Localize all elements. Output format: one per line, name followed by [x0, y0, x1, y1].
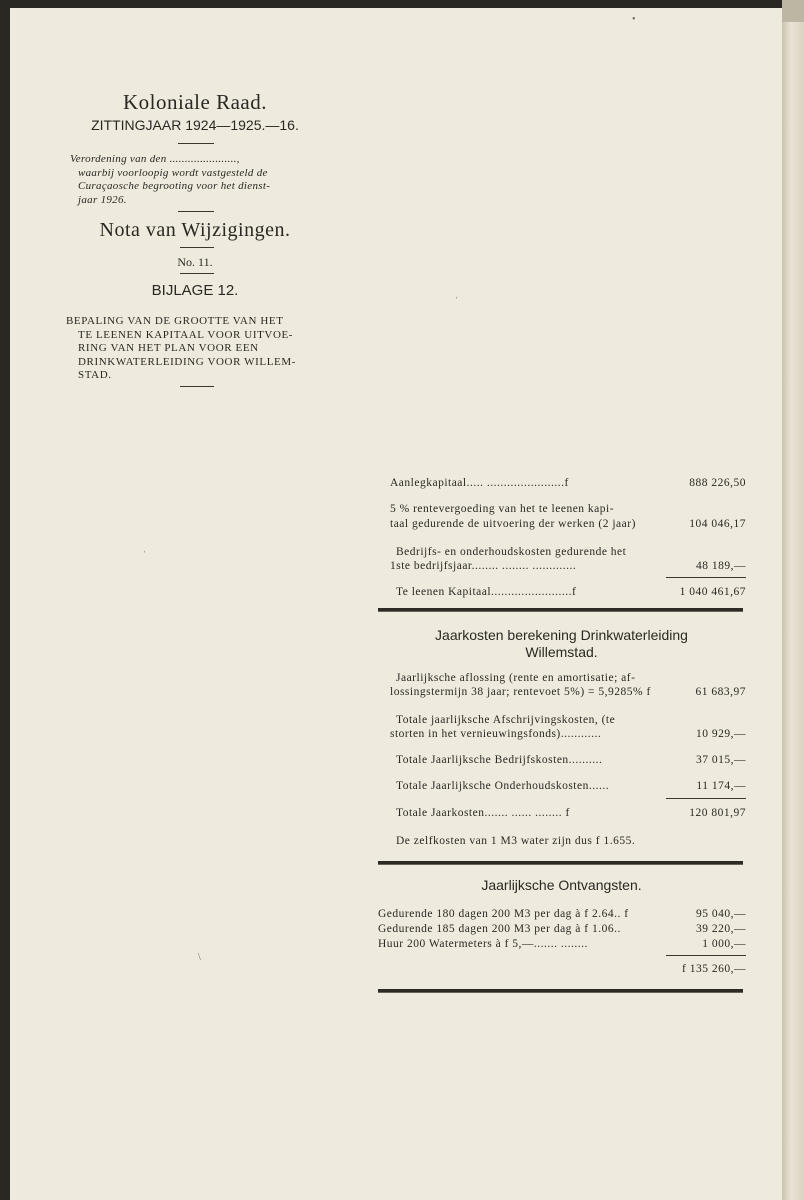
bedrijfskosten-row — [390, 753, 746, 767]
bedrijfskosten-amount: 37 015,— — [696, 754, 746, 766]
ontvangst-row — [378, 907, 746, 921]
ontvangst-label: Gedurende 185 dagen 200 M3 per dag à f 1.06.. — [378, 923, 621, 935]
afschrijving-label-2: storten in het vernieuwingsfonds)............ — [390, 728, 602, 740]
divider — [178, 143, 214, 144]
rente-label-2: taal gedurende de uitvoering der werken (2 jaar) — [390, 518, 636, 530]
ontvangst-row — [378, 937, 746, 951]
onderhoud-row — [390, 779, 746, 793]
page-edge — [782, 0, 804, 1200]
nota-number: No. 11. — [177, 255, 213, 269]
aanleg-row — [390, 476, 746, 490]
print-speck: ˈ — [143, 550, 147, 561]
ontvangst-amount: 95 040,— — [696, 908, 746, 920]
afschrijving-label-1: Totale jaarlijksche Afschrijvingskosten, (te — [396, 714, 616, 726]
bedrijfs-label-2: 1ste bedrijfsjaar........ ........ ............. — [390, 560, 577, 572]
afschrijving-amount: 10 929,— — [696, 728, 746, 740]
bepaling-line: RING VAN HET PLAN VOOR EEN — [78, 342, 259, 354]
rente-label-1: 5 % rentevergoeding van het te leenen kapi- — [390, 503, 615, 515]
aflossing-label-1: Jaarlijksche aflossing (rente en amortisatie; af- — [396, 672, 636, 684]
print-speck: • — [632, 14, 636, 25]
onderhoud-amount: 11 174,— — [696, 780, 746, 792]
ordinance-subtitle — [70, 153, 340, 207]
sum-rule — [666, 955, 746, 956]
subtitle-line: jaar 1926. — [78, 193, 127, 206]
rente-amount: 104 046,17 — [689, 518, 746, 530]
council-title: Koloniale Raad. — [123, 90, 267, 114]
nota-title: Nota van Wijzigingen. — [99, 219, 291, 241]
bedrijfs-amount: 48 189,— — [696, 560, 746, 572]
print-speck: \ — [198, 952, 201, 963]
bepaling-line: STAD. — [78, 369, 112, 381]
onderhoud-label: Totale Jaarlijksche Onderhoudskosten...... — [396, 780, 610, 792]
divider — [178, 211, 214, 212]
total-capital-label: Te leenen Kapitaal........................f — [396, 586, 577, 598]
bijlage-label: BIJLAGE 12. — [151, 282, 239, 299]
sum-rule — [666, 577, 746, 578]
jaarkosten-heading-2: Willemstad. — [525, 644, 598, 660]
bepaling-line: DRINKWATERLEIDING VOOR WILLEM- — [78, 355, 297, 368]
bepaling-line: TE LEENEN KAPITAAL VOOR UITVOE- — [78, 328, 294, 341]
ontvangst-amount: 1 000,— — [702, 938, 746, 950]
afschrijving-row-2 — [390, 727, 746, 741]
bepaling-title — [66, 315, 326, 383]
aflossing-amount: 61 683,97 — [695, 686, 746, 698]
bedrijfskosten-label: Totale Jaarlijksche Bedrijfskosten.......... — [396, 754, 603, 766]
bedrijfs-label-1: Bedrijfs- en onderhoudskosten gedurende het — [396, 546, 627, 558]
total-capital-amount: 1 040 461,67 — [679, 586, 746, 598]
ontvangsten-total: f 135 260,— — [682, 963, 746, 975]
ontvangst-amount: 39 220,— — [696, 923, 746, 935]
zelfkosten-text: De zelfkosten van 1 M3 water zijn dus f 1.655. — [396, 835, 636, 847]
bedrijfs-row-1 — [390, 545, 746, 559]
totaal-amount: 120 801,97 — [689, 807, 746, 819]
sum-rule — [666, 798, 746, 799]
rente-row-2 — [390, 517, 746, 531]
subtitle-line: Curaçaosche begrooting voor het dienst- — [78, 180, 271, 192]
print-speck: ˈ — [455, 296, 459, 307]
divider — [180, 386, 214, 387]
divider — [180, 273, 214, 274]
ontvangsten-heading: Jaarlijksche Ontvangsten. — [481, 877, 642, 893]
ontvangst-label: Gedurende 180 dagen 200 M3 per dag à f 2.64.. f — [378, 908, 629, 920]
jaarkosten-heading — [380, 627, 743, 661]
totaal-label: Totale Jaarkosten....... ...... ........ f — [396, 807, 570, 819]
total-capital-row — [390, 585, 746, 599]
section-divider — [378, 608, 743, 612]
afschrijving-row-1 — [390, 713, 746, 727]
subtitle-line: waarbij voorloopig wordt vastgesteld de — [78, 166, 268, 179]
bedrijfs-row-2 — [390, 559, 746, 573]
zelfkosten-row — [390, 834, 746, 848]
aflossing-row-2 — [390, 685, 746, 699]
totaal-row — [390, 806, 746, 820]
corner-fold — [782, 0, 804, 22]
section-divider — [378, 989, 743, 993]
aanleg-label: Aanlegkapitaal..... .......................f — [390, 477, 569, 489]
session-line: ZITTINGJAAR 1924—1925.—16. — [91, 117, 299, 133]
divider — [180, 247, 214, 248]
aflossing-row-1 — [390, 671, 746, 685]
aanleg-amount: 888 226,50 — [689, 477, 746, 489]
ontvangst-row — [378, 922, 746, 936]
section-divider — [378, 861, 743, 865]
rente-row-1 — [390, 502, 746, 516]
ontvangst-label: Huur 200 Watermeters à f 5,—....... ........ — [378, 938, 588, 950]
subtitle-line: Verordening van den ......................, — [70, 153, 240, 165]
aflossing-label-2: lossingstermijn 38 jaar; rentevoet 5%) = 5,9285% f — [390, 686, 651, 698]
bepaling-line: BEPALING VAN DE GROOTTE VAN HET — [66, 315, 284, 327]
jaarkosten-heading-1: Jaarkosten berekening Drinkwaterleiding — [435, 627, 688, 643]
